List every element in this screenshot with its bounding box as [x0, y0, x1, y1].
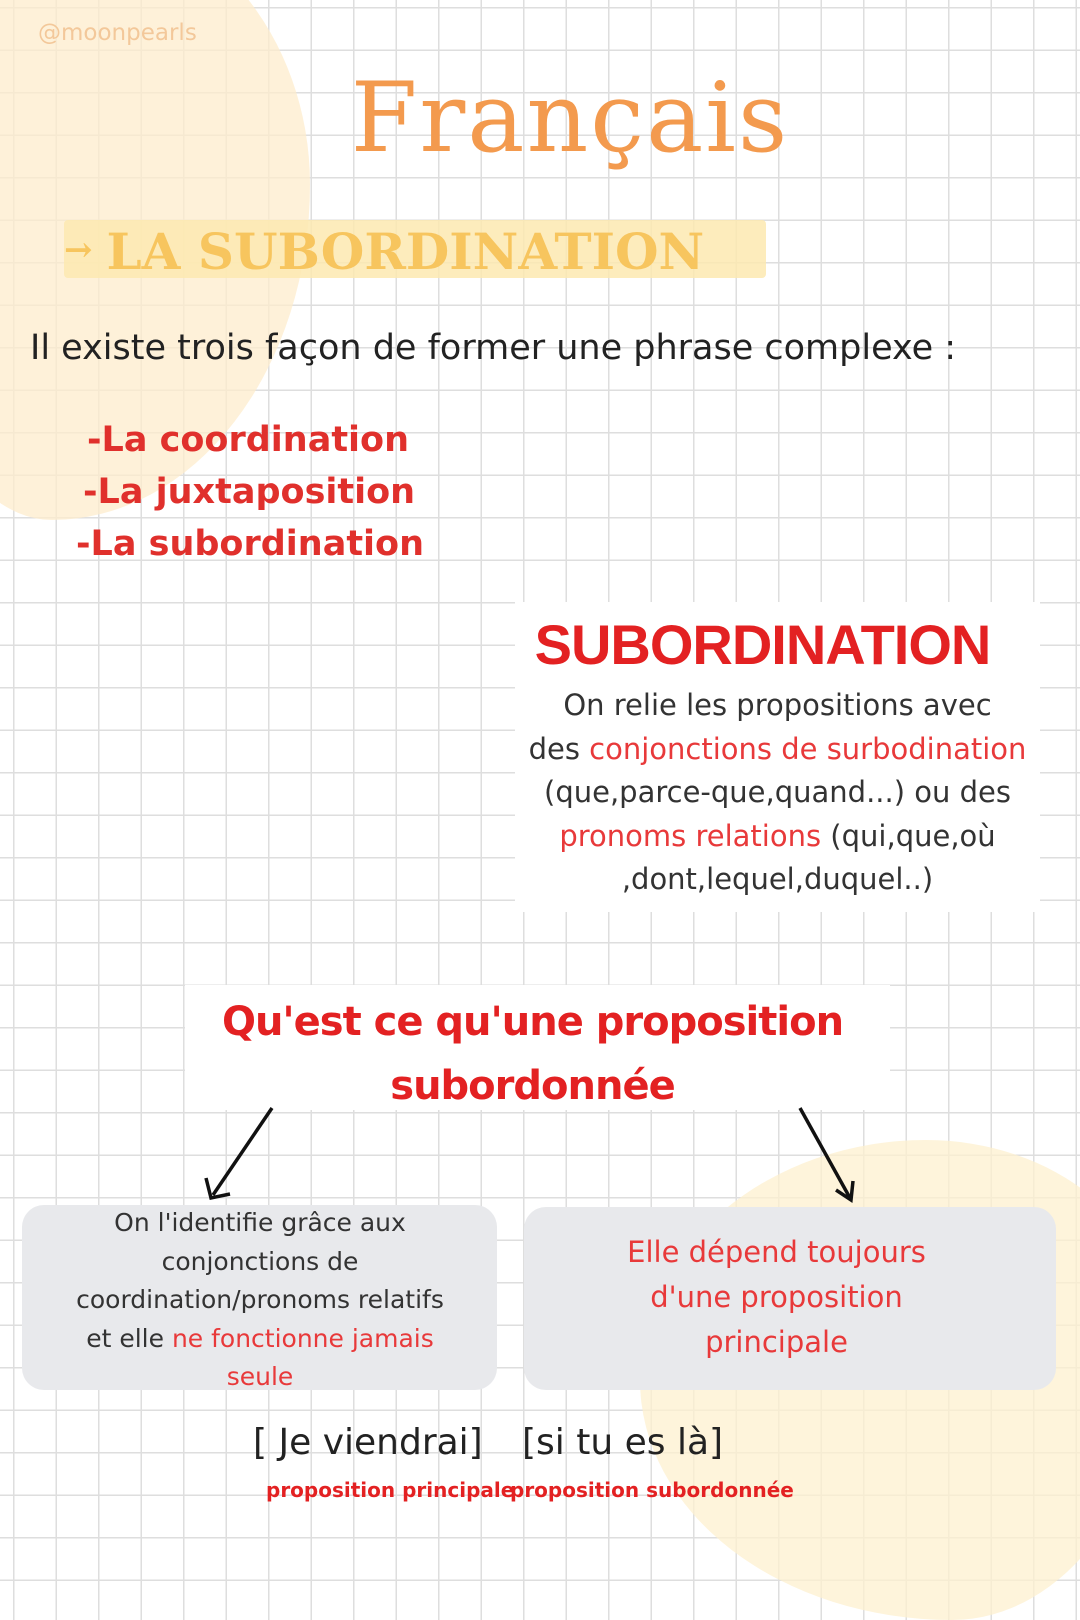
definition-line: ,dont,lequel,duquel..)	[621, 862, 934, 896]
arrow-down-left-icon	[206, 1108, 272, 1198]
left-info-highlight: ne fonctionne jamais	[171, 1323, 434, 1353]
question-line: subordonnée	[390, 1063, 675, 1109]
example-subordonnee: [si tu es là]	[522, 1422, 724, 1463]
watermark: @moonpearls	[38, 20, 197, 46]
definition-text: des	[528, 731, 590, 766]
arrow-down-right-icon	[800, 1108, 853, 1200]
intro-text: Il existe trois façon de former une phrase complexe :	[30, 328, 957, 368]
left-info-highlight: seule	[226, 1362, 294, 1391]
page-title: Français	[350, 62, 790, 174]
method-coordination: -La coordination	[87, 420, 410, 460]
method-juxtaposition: -La juxtaposition	[83, 472, 416, 512]
left-info-line: coordination/pronoms relatifs	[76, 1285, 444, 1314]
left-info-line	[30, 1320, 490, 1359]
left-info-text-part: et elle	[86, 1323, 172, 1353]
left-info-line: conjonctions de	[161, 1246, 359, 1276]
subordination-title: SUBORDINATION	[534, 613, 991, 676]
arrow-right-icon: →	[64, 230, 93, 270]
method-subordination: -La subordination	[76, 524, 425, 564]
right-info-line: Elle dépend toujours	[627, 1235, 926, 1269]
definition-highlight: conjonctions de surbodination	[589, 731, 1027, 766]
example-principale: [ Je viendrai]	[253, 1422, 483, 1463]
definition-text: (qui,que,où	[821, 818, 996, 853]
definition-line: (que,parce-que,quand...) ou des	[544, 775, 1011, 809]
right-info-line: d'une proposition	[650, 1280, 903, 1314]
question-line: Qu'est ce qu'une proposition	[221, 999, 844, 1045]
section-heading-text: LA SUBORDINATION	[106, 222, 705, 281]
definition-line: On relie les propositions avec	[563, 688, 992, 722]
label-subordonnee: proposition subordonnée	[510, 1478, 794, 1502]
left-info-text	[30, 1204, 490, 1397]
right-info-line: principale	[705, 1325, 848, 1359]
definition-highlight: pronoms relations	[559, 818, 822, 853]
label-principale: proposition principale	[266, 1478, 515, 1502]
right-info-text	[524, 1230, 1029, 1365]
left-info-line: On l'identifie grâce aux	[114, 1208, 406, 1237]
